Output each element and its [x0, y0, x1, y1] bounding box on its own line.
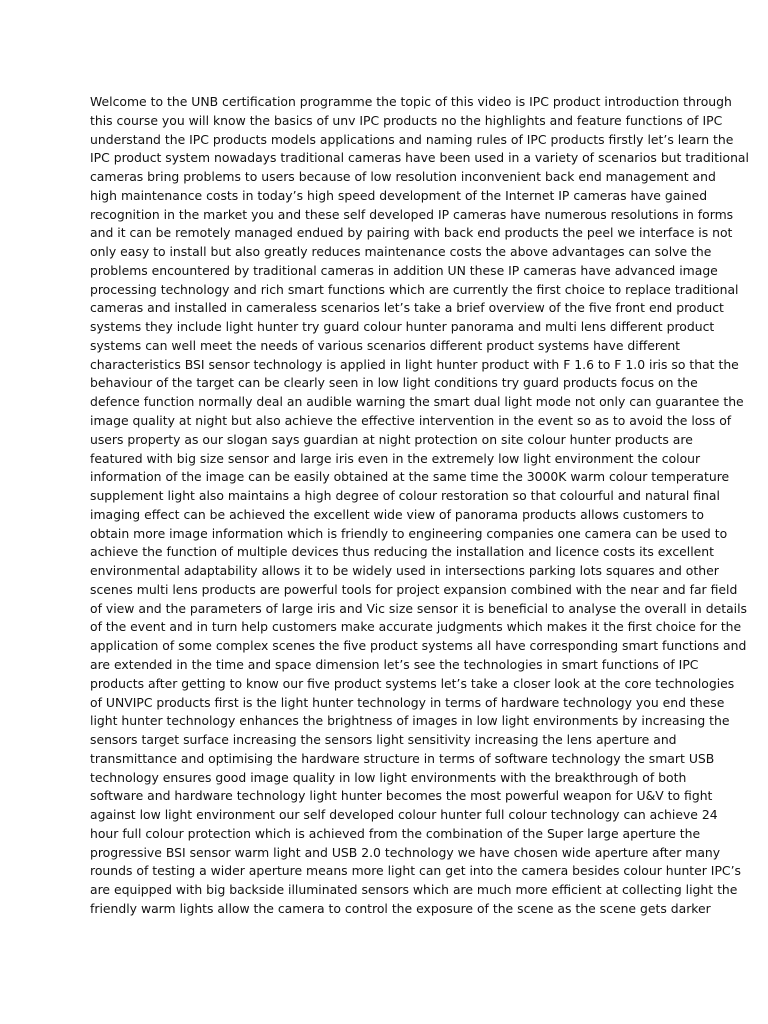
text-line: and it can be remotely managed endued by pairing with back end products the peel we interface is not — [90, 225, 733, 241]
text-line: hour full colour protection which is achieved from the combination of the Super large aperture the — [90, 825, 701, 841]
text-line: rounds of testing a wider aperture means more light can get into the camera besides colour hunter IPC’s — [90, 863, 741, 879]
text-line: of view and the parameters of large iris and Vic size sensor it is beneficial to analyse the overall in details — [90, 600, 748, 616]
text-line: software and hardware technology light hunter becomes the most powerful weapon for U&V to fight — [90, 788, 713, 804]
text-line: problems encountered by traditional cameras in addition UN these IP cameras have advanced image — [90, 262, 718, 278]
text-line: technology ensures good image quality in low light environments with the breakthrough of both — [90, 769, 687, 785]
text-line: application of some complex scenes the five product systems all have corresponding smart functions and — [90, 638, 747, 654]
text-line: cameras and installed in cameraless scenarios let’s take a brief overview of the five front end product — [90, 300, 724, 316]
text-line: understand the IPC products models applications and naming rules of IPC products firstly let’s learn the — [90, 131, 734, 147]
text-line: light hunter technology enhances the brightness of images in low light environments by increasing the — [90, 713, 730, 729]
text-line: only easy to install but also greatly reduces maintenance costs the above advantages can solve the — [90, 244, 712, 260]
text-line: of the event and in turn help customers make accurate judgments which makes it the first choice for the — [90, 619, 742, 635]
text-line: imaging effect can be achieved the excellent wide view of panorama products allows customers to — [90, 506, 704, 522]
text-line: friendly warm lights allow the camera to control the exposure of the scene as the scene gets darker — [90, 900, 711, 916]
text-line: of UNVIPC products first is the light hunter technology in terms of hardware technology you end these — [90, 694, 725, 710]
text-line: featured with big size sensor and large iris even in the extremely low light environment the colour — [90, 450, 701, 466]
text-line: scenes multi lens products are powerful tools for project expansion combined with the near and far field — [90, 581, 738, 597]
text-line: achieve the function of multiple devices thus reducing the installation and licence costs its excellent — [90, 544, 714, 560]
text-line: are extended in the time and space dimension let’s see the technologies in smart functions of IPC — [90, 656, 699, 672]
text-line: behaviour of the target can be clearly seen in low light conditions try guard products focus on the — [90, 375, 698, 391]
text-line: defence function normally deal an audible warning the smart dual light mode not only can guarantee the — [90, 394, 744, 410]
text-line: against low light environment our self developed colour hunter full colour technology can achieve 24 — [90, 807, 718, 823]
text-line: processing technology and rich smart functions which are currently the first choice to replace traditional — [90, 281, 739, 297]
text-line: high maintenance costs in today’s high speed development of the Internet IP cameras have gained — [90, 187, 708, 203]
text-line: cameras bring problems to users because of low resolution inconvenient back end management and — [90, 169, 716, 185]
text-line: characteristics BSI sensor technology is applied in light hunter product with F 1.6 to F 1.0 iris so that the — [90, 356, 739, 372]
text-line: transmittance and optimising the hardware structure in terms of software technology the smart USB — [90, 750, 715, 766]
text-line: supplement light also maintains a high degree of colour restoration so that colourful and natural final — [90, 488, 720, 504]
text-line: sensors target surface increasing the sensors light sensitivity increasing the lens aperture and — [90, 732, 677, 748]
text-line: information of the image can be easily obtained at the same time the 3000K warm colour temperature — [90, 469, 730, 485]
text-line: systems can well meet the needs of various scenarios different product systems have different — [90, 337, 681, 353]
text-line: IPC product system nowadays traditional cameras have been used in a variety of scenarios but traditional — [90, 150, 749, 166]
text-line: this course you will know the basics of unv IPC products no the highlights and feature functions of IPC — [90, 112, 723, 128]
text-line: systems they include light hunter try guard colour hunter panorama and multi lens different product — [90, 319, 715, 335]
text-line: products after getting to know our five product systems let’s take a closer look at the core technologies — [90, 675, 735, 691]
transcript-paragraph — [90, 93, 749, 919]
text-line: obtain more image information which is friendly to engineering companies one camera can be used to — [90, 525, 728, 541]
text-line: environmental adaptability allows it to be widely used in intersections parking lots squares and other — [90, 563, 719, 579]
text-line: image quality at night but also achieve the effective intervention in the event so as to avoid the loss of — [90, 413, 732, 429]
text-line: recognition in the market you and these self developed IP cameras have numerous resolutions in forms — [90, 206, 734, 222]
text-line: progressive BSI sensor warm light and USB 2.0 technology we have chosen wide aperture after many — [90, 844, 721, 860]
text-line: are equipped with big backside illuminated sensors which are much more efficient at collecting light the — [90, 882, 738, 898]
text-line: users property as our slogan says guardian at night protection on site colour hunter products are — [90, 431, 693, 447]
text-line: Welcome to the UNB certification programme the topic of this video is IPC product introduction through — [90, 94, 732, 109]
